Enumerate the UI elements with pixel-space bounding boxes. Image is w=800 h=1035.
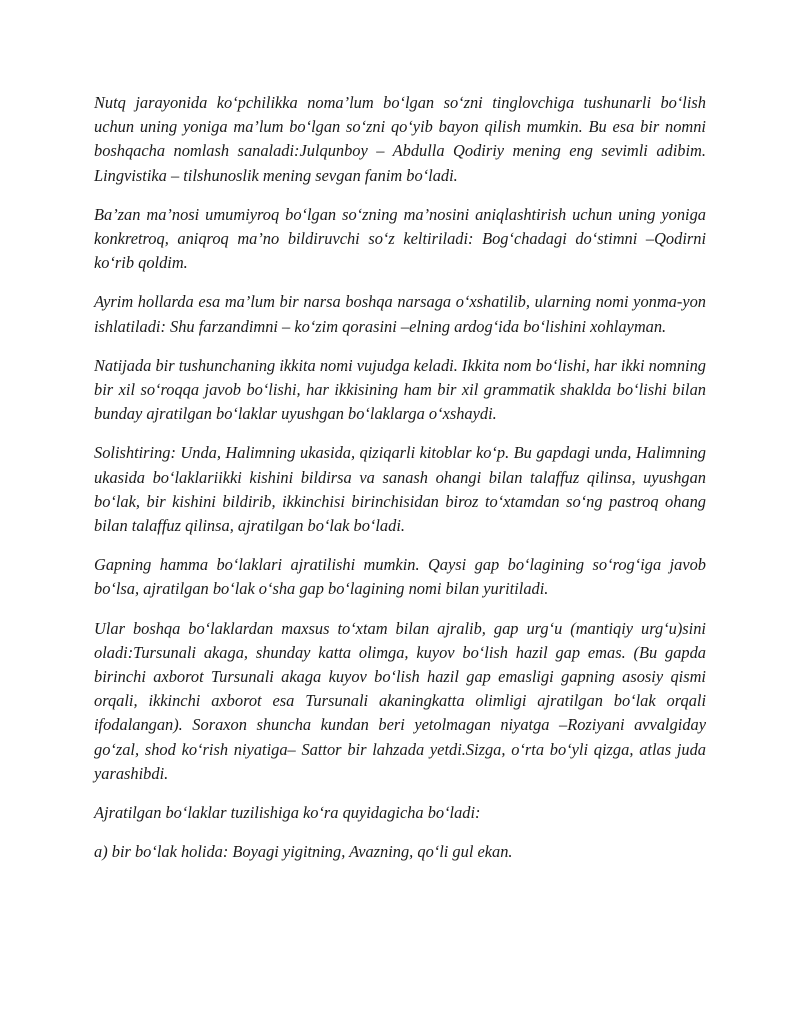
paragraph-4: Natijada bir tushunchaning ikkita nomi vujudga keladi. Ikkita nom bo‘lishi, har ikki nomning bir xil so‘roqqa javob bo‘lishi, har ikkisining ham bir xil grammatik shaklda bo‘lishi bilan bunday ajratilgan bo‘laklar uyushgan bo‘laklarga o‘xshaydi. [94,355,706,424]
paragraph-9: a) bir bo‘lak holida: Boyagi yigitning, Avazning, qo‘li gul ekan. [94,842,513,862]
paragraph-5: Solishtiring: Unda, Halimning ukasida, qiziqarli kitoblar ko‘p. Bu gapdagi unda, Halimning ukasida bo‘laklariikki kishini bildirsa va sanash ohangi bilan talaffuz qilinsa, uyushgan bo‘lak, bir kishini bildirib, ikkinchisi birinchisidan biroz to‘xtamdan so‘ng pastroq ohang bilan talaffuz qilinsa, ajratilgan bo‘lak bo‘ladi. [94,443,706,536]
paragraph-8: Ajratilgan bo‘laklar tuzilishiga ko‘ra quyidagicha bo‘ladi: [94,803,481,823]
paragraph-2: Ba’zan ma’nosi umumiyroq bo‘lgan so‘zning ma’nosini aniqlashtirish uchun uning yoniga konkretroq, aniqroq ma’no bildiruvchi so‘z keltiriladi: Bog‘chadagi do‘stimni –Qodirni ko‘rib qoldim. [94,204,706,273]
paragraph-6: Gapning hamma bo‘laklari ajratilishi mumkin. Qaysi gap bo‘lagining so‘rog‘iga javob bo‘lsa, ajratilgan bo‘lak o‘sha gap bo‘lagining nomi bilan yuritiladi. [94,555,706,599]
paragraph-7: Ular boshqa bo‘laklardan maxsus to‘xtam bilan ajralib, gap urg‘u (mantiqiy urg‘u)sini oladi:Tursunali akaga, shunday katta olimga, kuyov bo‘lish hazil gap emas. (Bu gapda birinchi axborot Tursunali akaga kuyov bo‘lish hazil gap emasligi gapning asosiy qismi orqali, ikkinchi axborot esa Tursunali akaningkatta olimligi ajratilgan bo‘lak orqali ifodalangan). Soraxon shuncha kundan beri yetolmagan niyatga –Roziyani avvalgiday go‘zal, shod ko‘rish niyatiga– Sattor bir lahzada yetdi.Sizga, o‘rta bo‘yli qizga, atlas juda yarashibdi. [94,618,706,783]
document-page [94,91,706,864]
paragraph-1: Nutq jarayonida ko‘pchilikka noma’lum bo‘lgan so‘zni tinglovchiga tushunarli bo‘lish uchun uning yoniga ma’lum bo‘lgan so‘zni qo‘yib bayon qilish mumkin. Bu esa bir nomni boshqacha nomlash sanaladi:Julqunboy – Abdulla Qodiriy mening eng sevimli adibim. Lingvistika – tilshunoslik mening sevgan fanim bo‘ladi. [94,93,706,185]
paragraph-3: Ayrim hollarda esa ma’lum bir narsa boshqa narsaga o‘xshatilib, ularning nomi yonma-yon ishlatiladi: Shu farzandimni – ko‘zim qorasini –elning ardog‘ida bo‘lishini xohlayman. [94,292,706,336]
